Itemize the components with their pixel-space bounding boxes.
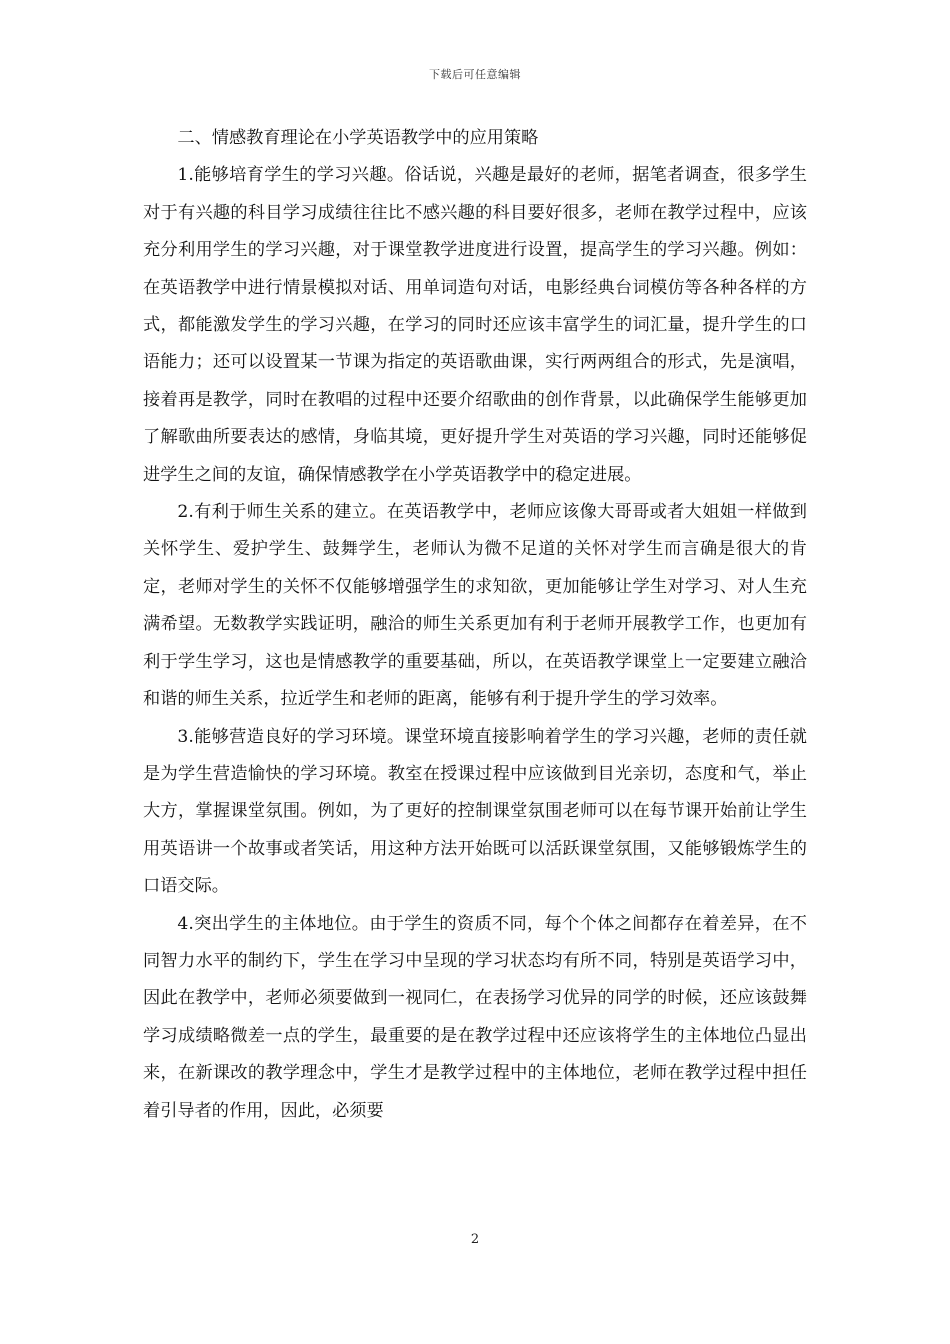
paragraph-3: 3.能够营造良好的学习环境。课堂环境直接影响着学生的学习兴趣，老师的责任就是为学生营造愉快的学习环境。教室在授课过程中应该做到目光亲切，态度和气，举止大方，掌握课堂氛围。例如，为了更好的控制课堂氛围老师可以在每节课开始前让学生用英语讲一个故事或者笑话，用这种方法开始既可以活跃课堂氛围，又能够锻炼学生的口语交际。 <box>143 726 807 897</box>
page-header: 下载后可任意编辑 <box>429 68 521 81</box>
paragraph-4: 4.突出学生的主体地位。由于学生的资质不同，每个个体之间都存在着差异，在不同智力水平的制约下，学生在学习中呈现的学习状态均有所不同，特别是英语学习中，因此在教学中，老师必须要做到一视同仁，在表扬学习优异的同学的时候，还应该鼓舞学习成绩略微差一点的学生，最重要的是在教学过程中还应该将学生的主体地位凸显出来，在新课改的教学理念中，学生才是教学过程中的主体地位，老师在教学过程中担任着引导者的作用，因此，必须要 <box>143 913 807 1121</box>
page-number: 2 <box>470 1232 480 1247</box>
document-body <box>143 120 807 1130</box>
paragraph-1: 1.能够培育学生的学习兴趣。俗话说，兴趣是最好的老师，据笔者调查，很多学生对于有兴趣的科目学习成绩往往比不感兴趣的科目要好很多，老师在教学过程中，应该充分利用学生的学习兴趣，对于课堂教学进度进行设置，提高学生的学习兴趣。例如：在英语教学中进行情景模拟对话、用单词造句对话，电影经典台词模仿等各种各样的方式，都能激发学生的学习兴趣，在学习的同时还应该丰富学生的词汇量，提升学生的口语能力；还可以设置某一节课为指定的英语歌曲课，实行两两组合的形式，先是演唱，接着再是教学，同时在教唱的过程中还要介绍歌曲的创作背景，以此确保学生能够更加了解歌曲所要表达的感情，身临其境，更好提升学生对英语的学习兴趣，同时还能够促进学生之间的友谊，确保情感教学在小学英语教学中的稳定进展。 <box>143 165 807 485</box>
paragraph-2: 2.有利于师生关系的建立。在英语教学中，老师应该像大哥哥或者大姐姐一样做到关怀学生、爱护学生、鼓舞学生，老师认为微不足道的关怀对学生而言确是很大的肯定，老师对学生的关怀不仅能够增强学生的求知欲，更加能够让学生对学习、对人生充满希望。无数教学实践证明，融洽的师生关系更加有利于老师开展教学工作，也更加有利于学生学习，这也是情感教学的重要基础，所以，在英语教学课堂上一定要建立融洽和谐的师生关系，拉近学生和老师的距离，能够有利于提升学生的学习效率。 <box>143 502 807 710</box>
section-heading: 二、情感教育理论在小学英语教学中的应用策略 <box>177 128 539 148</box>
